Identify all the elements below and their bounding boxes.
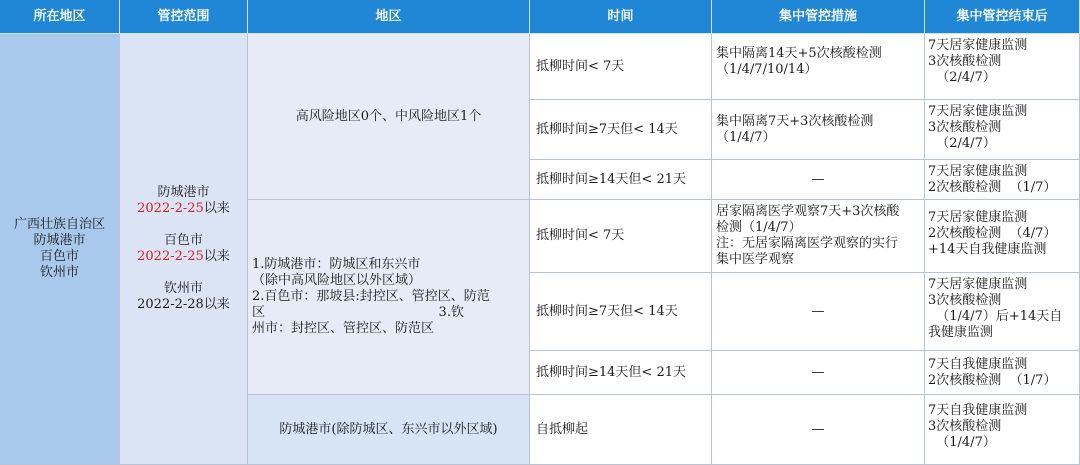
scope-cell [120,34,248,465]
area-text-line: 区 3.钦 [252,305,464,320]
scope-date-line [137,201,230,217]
row-measures: — [712,351,925,395]
header-after: 集中管控结束后 [925,0,1080,34]
row-time: 抵柳时间≥14天但< 21天 [530,160,712,200]
area-text-line: 1.防城港市：防城区和东兴市 [252,257,421,272]
region-line: 百色市 [39,249,79,264]
region-line: 广西壮族自治区 [13,217,105,232]
row-after: 7天居家健康监测 3次核酸检测 （1/4/7）后+14天自 我健康监测 [925,273,1080,351]
area-text: 高风险地区0个、中风险地区1个 [295,108,482,124]
scope-date-line [137,297,230,313]
scope-suffix: 以来 [203,201,230,216]
region-line: 钦州市 [39,265,79,280]
row-after: 7天居家健康监测 3次核酸检测 （2/4/7） [925,100,1080,160]
row-time: 抵柳时间< 7天 [530,200,712,273]
row-time: 抵柳时间≥14天但< 21天 [530,351,712,395]
scope-date: 2022-2-28 [137,297,204,312]
area-text-line: （除中高风险地区以外区域） [252,273,422,288]
scope-city: 钦州市 [163,281,203,296]
row-measures: 居家隔离医学观察7天+3次核酸 检测（1/4/7） 注：无居家隔离医学观察的实行 集中医学观察 [712,200,925,273]
region-line: 防城港市 [33,233,86,248]
scope-entry [137,233,230,265]
row-after: 7天自我健康监测 3次核酸检测 （1/4/7） [925,395,1080,465]
header-time: 时间 [530,0,712,34]
row-after: 7天居家健康监测 2次核酸检测 （1/7） [925,160,1080,200]
scope-date: 2022-2-25 [137,201,204,216]
row-measures: — [712,160,925,200]
row-measures: 集中隔离14天+5次核酸检测 （1/4/7/10/14） [712,34,925,100]
row-measures: — [712,273,925,351]
row-measures: 集中隔离7天+3次核酸检测 （1/4/7） [712,100,925,160]
row-time: 抵柳时间≥7天但< 14天 [530,273,712,351]
region-cell [0,34,120,465]
header-measures: 集中管控措施 [712,0,925,34]
scope-suffix: 以来 [203,249,230,264]
row-after: 7天居家健康监测 2次核酸检测 （4/7） +14天自我健康监测 [925,200,1080,273]
scope-city: 防城港市 [157,185,210,200]
area-cities [248,200,530,395]
area-fangchenggang-other [248,395,530,465]
header-area: 地区 [248,0,530,34]
row-measures: — [712,395,925,465]
area-text-line: 州市：封控区、管控区、防范区 [252,321,435,336]
scope-date: 2022-2-25 [137,249,204,264]
header-region: 所在地区 [0,0,120,34]
row-time: 抵柳时间< 7天 [530,34,712,100]
row-time: 抵柳时间≥7天但< 14天 [530,100,712,160]
header-control-scope: 管控范围 [120,0,248,34]
scope-city: 百色市 [163,233,203,248]
area-text-line: 2.百色市：那坡县:封控区、管控区、防范 [252,289,490,304]
row-after: 7天居家健康监测 3次核酸检测 （2/4/7） [925,34,1080,100]
area-high-risk [248,34,530,200]
scope-date-line [137,249,230,265]
scope-entry [137,281,230,313]
row-after: 7天自我健康监测 2次核酸检测 （1/7） [925,351,1080,395]
scope-entry [137,185,230,217]
area-text: 防城港市(除防城区、东兴市以外区域) [279,421,498,437]
row-time: 自抵柳起 [530,395,712,465]
scope-suffix: 以来 [203,297,230,312]
